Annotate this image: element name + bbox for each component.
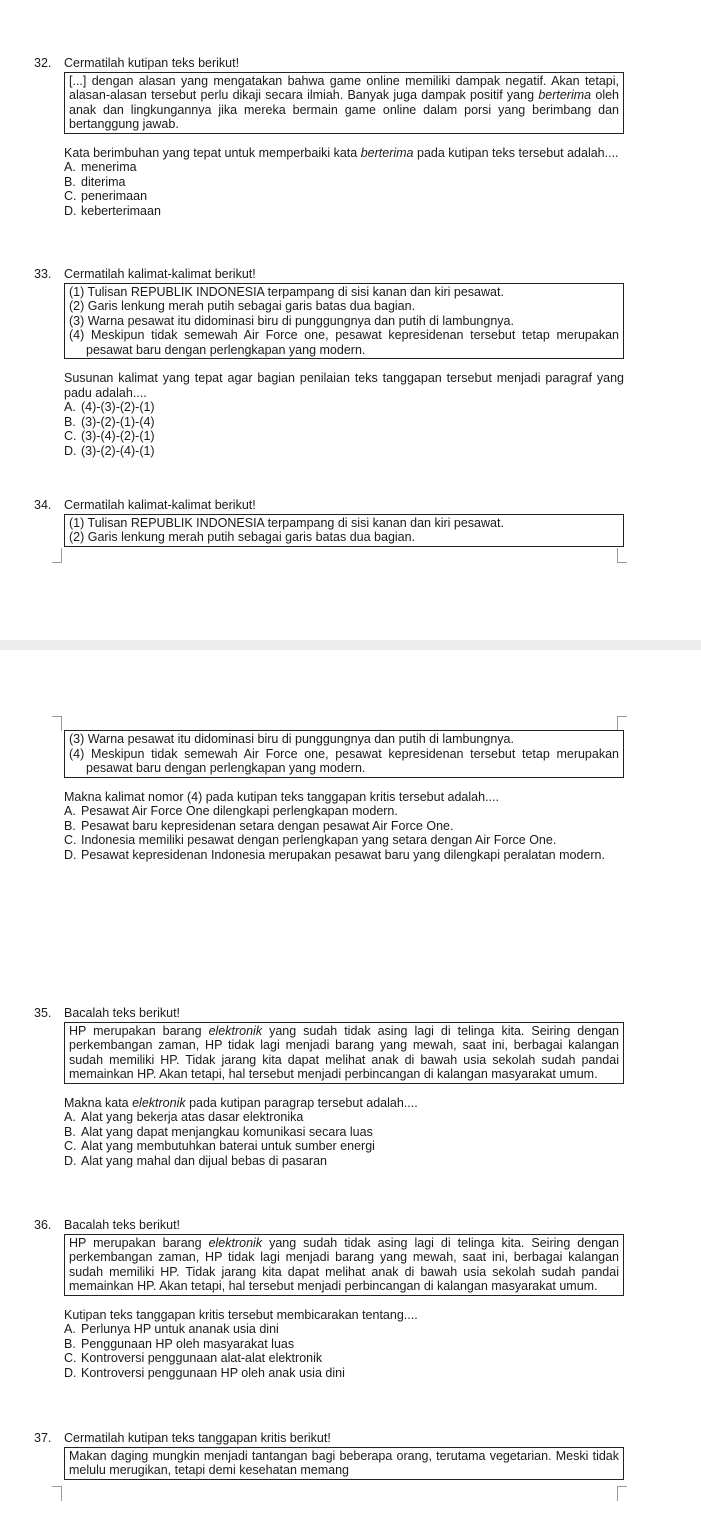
question-36 <box>34 1218 624 1380</box>
option-b[interactable]: B. Pesawat baru kepresidenan setara dengan pesawat Air Force One. <box>64 818 454 833</box>
sentence-4: (4) Meskipun tidak semewah Air Force one, pesawat kepresidenan tersebut tetap merupakan pesawat baru dengan perlengkapan yang modern. <box>69 746 619 775</box>
sentence-1: (1) Tulisan REPUBLIK INDONESIA terpampang di sisi kanan dan kiri pesawat. <box>69 284 504 299</box>
option-d[interactable]: D. (3)-(2)-(4)-(1) <box>64 443 155 458</box>
crop-mark <box>52 1486 62 1501</box>
question-intro: Bacalah teks berikut! <box>64 1006 181 1020</box>
option-d[interactable]: D. Alat yang mahal dan dijual bebas di pasaran <box>64 1153 328 1168</box>
sentence-box-top <box>64 514 624 547</box>
option-c[interactable]: C. Indonesia memiliki pesawat dengan perlengkapan yang setara dengan Air Force One. <box>64 833 557 847</box>
sentence-2: (2) Garis lenkung merah putih sebagai garis batas dua bagian. <box>69 530 416 544</box>
sentence-1: (1) Tulisan REPUBLIK INDONESIA terpampang di sisi kanan dan kiri pesawat. <box>69 515 504 530</box>
option-c[interactable]: C. Alat yang membutuhkan baterai untuk sumber energi <box>64 1139 375 1153</box>
sentence-4: (4) Meskipun tidak semewah Air Force one, pesawat kepresidenan tersebut tetap merupakan pesawat baru dengan perlengkapan yang modern. <box>69 328 619 357</box>
answer-options <box>64 160 624 218</box>
crop-mark <box>617 548 627 563</box>
crop-mark <box>52 548 62 563</box>
question-intro: Cermatilah kalimat-kalimat berikut! <box>64 498 256 512</box>
sentence-3: (3) Warna pesawat itu didominasi biru di punggungnya dan putih di lambungnya. <box>69 313 514 328</box>
quote-box: HP merupakan barang elektronik yang sudah tidak asing lagi di telinga kita. Seiring dengan perkembangan zaman, HP tidak lagi menjadi barang yang mewah, saat ini, berbagai kalangan sudah memiliki HP. Tidak jarang kita dapat melihat anak di bawah usia sekolah sudah pandai memainkan HP. Akan tetapi, hal tersebut menjadi perbincangan di kalangan masyarakat umum. <box>64 1234 624 1296</box>
question-number: 34. <box>34 498 52 512</box>
option-d[interactable]: D. keberterimaan <box>64 203 161 218</box>
question-34-continued <box>64 729 624 862</box>
crop-mark <box>617 1486 627 1501</box>
question-37 <box>34 1431 624 1480</box>
option-a[interactable]: A. Alat yang bekerja atas dasar elektronika <box>64 1110 304 1124</box>
sentence-3: (3) Warna pesawat itu didominasi biru di punggungnya dan putih di lambungnya. <box>69 732 514 746</box>
answer-options <box>64 804 624 862</box>
option-c[interactable]: C. penerimaan <box>64 189 148 203</box>
answer-options <box>64 1322 624 1380</box>
option-b[interactable]: B. diterima <box>64 174 126 189</box>
question-intro: Cermatilah kutipan teks tanggapan kritis berikut! <box>64 1431 331 1445</box>
sentence-2: (2) Garis lenkung merah putih sebagai garis batas dua bagian. <box>69 299 416 313</box>
question-number: 35. <box>34 1006 52 1020</box>
question-number: 32. <box>34 56 52 70</box>
option-a[interactable]: A. Pesawat Air Force One dilengkapi perlengkapan modern. <box>64 804 398 818</box>
option-a[interactable]: A. Perlunya HP untuk ananak usia dini <box>64 1322 279 1336</box>
option-b[interactable]: B. Penggunaan HP oleh masyarakat luas <box>64 1336 295 1351</box>
passage-emphasis: berterima <box>538 88 592 102</box>
quote-box: Makan daging mungkin menjadi tantangan bagi beberapa orang, terutama vegetarian. Meski tidak melulu merugikan, tetapi demi kesehatan memang <box>64 1447 624 1480</box>
option-b[interactable]: B. Alat yang dapat menjangkau komunikasi secara luas <box>64 1124 373 1139</box>
question-32 <box>34 56 624 218</box>
quote-box: HP merupakan barang elektronik yang sudah tidak asing lagi di telinga kita. Seiring dengan perkembangan zaman, HP tidak lagi menjadi barang yang mewah, saat ini, berbagai kalangan sudah memiliki HP. Tidak jarang kita dapat melihat anak di bawah usia sekolah sudah pandai memainkan HP. Akan tetapi, hal tersebut menjadi perbincangan di kalangan masyarakat umum. <box>64 1022 624 1084</box>
crop-mark <box>52 716 62 731</box>
question-prompt: Kutipan teks tanggapan kritis tersebut membicarakan tentang.... <box>64 1307 418 1322</box>
question-number: 37. <box>34 1431 52 1445</box>
passage-text: [...] dengan alasan yang mengatakan bahwa game online memiliki dampak negatif. Akan tetapi, alasan-alasan tersebut perlu dikaji secara ilmiah. Banyak juga dampak positif yang <box>69 73 619 102</box>
sentence-box-bottom <box>64 730 624 778</box>
option-a[interactable]: A. (4)-(3)-(2)-(1) <box>64 400 155 414</box>
question-prompt: Kata berimbuhan yang tepat untuk memperbaiki kata berterima pada kutipan teks tersebut adalah.... <box>64 145 619 160</box>
option-c[interactable]: C. Kontroversi penggunaan alat-alat elektronik <box>64 1351 323 1365</box>
question-prompt: Makna kalimat nomor (4) pada kutipan teks tanggapan kritis tersebut adalah.... <box>64 789 499 804</box>
sentence-box <box>64 283 624 360</box>
option-d[interactable]: D. Pesawat kepresidenan Indonesia merupakan pesawat baru yang dilengkapi peralatan modern. <box>64 847 605 862</box>
question-intro: Cermatilah kalimat-kalimat berikut! <box>64 267 256 281</box>
question-number: 36. <box>34 1218 52 1232</box>
question-number: 33. <box>34 267 52 281</box>
option-d[interactable]: D. Kontroversi penggunaan HP oleh anak usia dini <box>64 1365 345 1380</box>
question-35 <box>34 1006 624 1168</box>
quote-box <box>64 72 624 134</box>
question-intro: Bacalah teks berikut! <box>64 1218 181 1232</box>
question-prompt: Susunan kalimat yang tepat agar bagian penilaian teks tanggapan tersebut menjadi paragraf yang padu adalah.... <box>64 371 624 400</box>
answer-options <box>64 1110 624 1168</box>
page-divider <box>0 640 701 650</box>
option-c[interactable]: C. (3)-(4)-(2)-(1) <box>64 429 155 443</box>
question-intro: Cermatilah kutipan teks berikut! <box>64 56 240 70</box>
question-33 <box>34 267 624 458</box>
passage-text: oleh anak dan lingkungannya jika mereka bermain game online dalam porsi yang berimbang dan bertanggung jawab. <box>69 88 619 131</box>
question-34 <box>34 498 624 547</box>
answer-options <box>64 400 624 458</box>
option-a[interactable]: A. menerima <box>64 160 137 174</box>
question-prompt: Makna kata elektronik pada kutipan paragrap tersebut adalah.... <box>64 1095 418 1110</box>
option-b[interactable]: B. (3)-(2)-(1)-(4) <box>64 414 155 429</box>
